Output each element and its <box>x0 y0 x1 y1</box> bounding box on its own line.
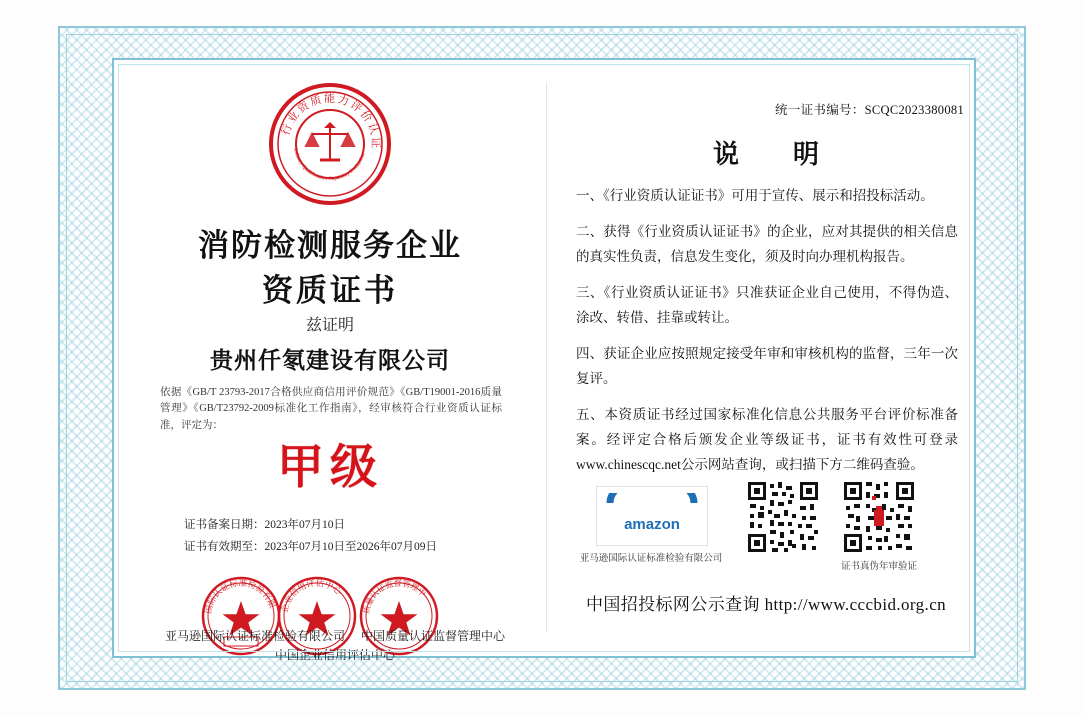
qr-caption: 证书真伪年审验证 <box>840 562 917 572</box>
valid-period-label: 证书有效期至： <box>184 540 265 553</box>
svg-text:质量认证监督管理中: 质量认证监督管理中 <box>361 578 428 615</box>
hereby-certify-text: 兹证明 <box>305 317 354 334</box>
column-divider <box>546 82 547 632</box>
notice-item: 四、获证企业应按照规定接受年审和审核机构的监督，三年一次复评。 <box>576 345 958 386</box>
notice-title: 说 明 <box>712 140 833 169</box>
organization-names-row <box>160 627 510 646</box>
record-date-value: 2023年07月10日 <box>264 519 345 531</box>
company-name: 贵州仟氡建设有限公司 <box>210 348 450 373</box>
organization-names <box>160 627 510 665</box>
amazon-logo-text: amazon <box>624 516 680 533</box>
organization-name-2: 中国质量认证监督管理中心 <box>361 629 506 643</box>
amazon-logo <box>596 486 708 546</box>
valid-period-value: 2023年07月10日至2026年07月09日 <box>264 540 437 553</box>
notice-list <box>576 184 958 489</box>
svg-text:企业信用评估中心: 企业信用评估中心 <box>279 577 344 614</box>
svg-text:行业资质能力评价认证: 行业资质能力评价认证 <box>279 92 382 151</box>
certificate-title-sub: 资质证书 <box>262 273 398 308</box>
certificate-right-column <box>554 60 978 656</box>
qr-code-right[interactable] <box>842 480 916 554</box>
notice-item: 一、《行业资质认证证书》可用于宣传、展示和招投标活动。 <box>576 188 934 203</box>
verification-badges <box>574 480 964 580</box>
amazon-caption: 亚马逊国际认证标准检验有限公司 <box>579 554 723 564</box>
certification-basis-text: 依据《GB/T 23793-2017合格供应商信用评价规范》《GB/T19001-2016质量管理》《GB/T23792-2009标准化工作指南》，经审核符合行业资质认证标准，评定为： <box>160 387 502 431</box>
authority-seal-icon <box>268 82 392 206</box>
notice-item: 三、《行业资质认证证书》只准获证企业自己使用，不得伪造、涂改、转借、挂靠或转让。 <box>576 284 958 325</box>
footer-verification-url: 中国招投标网公示查询 http://www.cccbid.org.cn <box>585 595 947 614</box>
record-date-label: 证书备案日期： <box>184 519 265 531</box>
certificate-outer-border <box>58 26 1026 690</box>
certificate-inner-frame <box>112 58 976 663</box>
record-date-row <box>184 515 514 537</box>
organization-name-3: 中国企业信用评估中心 <box>274 648 395 663</box>
certificate-number-label: 统一证书编号： <box>775 103 865 117</box>
certificate-left-column <box>114 60 546 663</box>
valid-period-row <box>184 537 514 559</box>
certificate-number <box>775 100 964 118</box>
notice-item: 二、获得《行业资质认证证书》的企业，应对其提供的相关信息的真实性负责，信息发生变化，须及时向办理机构报告。 <box>576 223 958 264</box>
certificate-meta <box>184 515 514 559</box>
organization-seals <box>160 575 510 663</box>
svg-text:国际认证标准检验有限: 国际认证标准检验有限 <box>202 577 278 615</box>
qr-code-left[interactable] <box>746 480 820 554</box>
grade-level: 甲级 <box>277 442 383 494</box>
svg-text:Industry Qualification Capabil: Industry Qualification Capability Evaluation <box>292 147 367 183</box>
certificate-title-main: 消防检测服务企业 <box>198 228 462 263</box>
certificate-number-value: SCQC2023380081 <box>864 103 964 117</box>
organization-name-1: 亚马逊国际认证标准检验有限公司 <box>164 629 345 643</box>
notice-item: 五、本资质证书经过国家标准化信息公共服务平台评价标准备案。经评定合格后颁发企业等级证书，证书有效性可登录www.chinescqc.net公示网站查询，或扫描下方二维码查验。 <box>576 406 958 472</box>
